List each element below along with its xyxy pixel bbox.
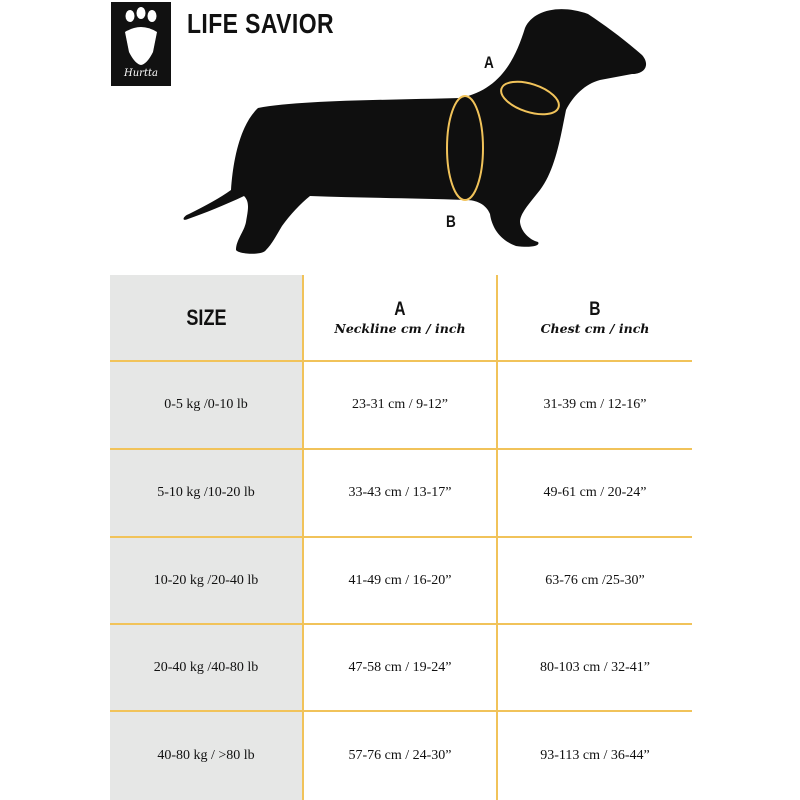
header-neckline [304, 275, 496, 361]
measure-label-a: A [484, 53, 494, 72]
header-chest-subtitle: Chest cm / inch [540, 321, 650, 336]
header-chest [498, 275, 692, 361]
table-cell-size: 5-10 kg /10-20 lb [157, 485, 255, 500]
table-cell-chest: 49-61 cm / 20-24” [543, 485, 647, 500]
table-cell-neckline: 57-76 cm / 24-30” [348, 748, 452, 763]
size-table [110, 275, 692, 800]
table-cell-neckline: 33-43 cm / 13-17” [348, 485, 452, 500]
table-cell-size: 0-5 kg /0-10 lb [164, 397, 248, 412]
header-neckline-subtitle: Neckline cm / inch [334, 321, 466, 336]
table-cell-chest: 63-76 cm /25-30” [545, 572, 645, 588]
table-cell-chest: 31-39 cm / 12-16” [543, 397, 647, 412]
table-cell-size: 10-20 kg /20-40 lb [153, 572, 259, 588]
table-cell-chest: 80-103 cm / 32-41” [539, 659, 651, 675]
product-title: LIFE SAVIOR [187, 8, 334, 39]
header-neckline-title: A [394, 299, 406, 320]
header-chest-title: B [589, 299, 601, 320]
brand-wordmark: Hurtta [124, 68, 158, 79]
table-cell-size: 40-80 kg / >80 lb [157, 748, 255, 763]
table-cell-size: 20-40 kg /40-80 lb [153, 659, 259, 675]
header-size [110, 275, 302, 361]
table-cell-neckline: 23-31 cm / 9-12” [351, 397, 449, 412]
table-cell-chest: 93-113 cm / 36-44” [540, 748, 650, 763]
table-cell-neckline: 47-58 cm / 19-24” [348, 659, 452, 675]
dog-silhouette [184, 9, 647, 254]
header-size-title: SIZE [185, 305, 227, 330]
table-cell-neckline: 41-49 cm / 16-20” [348, 572, 452, 588]
dachshund-illustration [0, 0, 800, 270]
measure-label-b: B [446, 212, 456, 231]
